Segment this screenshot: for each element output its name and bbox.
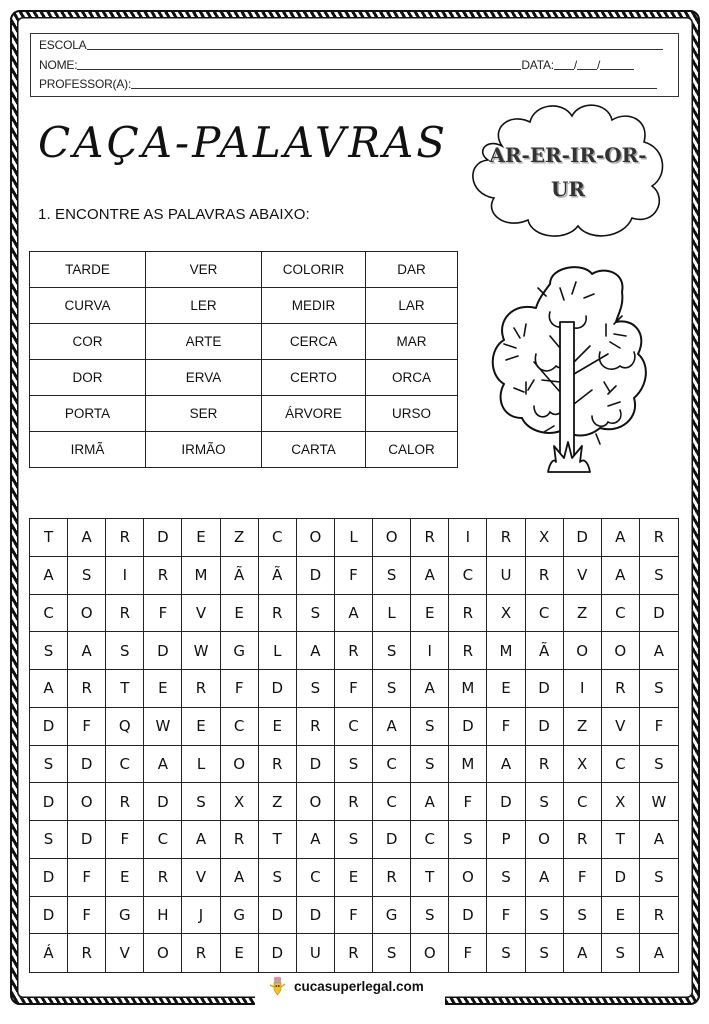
grid-cell[interactable]: W xyxy=(144,708,182,746)
grid-cell[interactable]: F xyxy=(449,934,487,972)
grid-cell[interactable]: F xyxy=(144,595,182,633)
date-separator: / xyxy=(597,58,601,72)
grid-cell[interactable]: D xyxy=(144,783,182,821)
grid-cell[interactable]: S xyxy=(335,746,373,784)
grid-cell[interactable]: F xyxy=(487,897,525,935)
grid-cell[interactable]: C xyxy=(106,746,144,784)
grid-cell[interactable]: V xyxy=(182,595,220,633)
word-list-item: COLORIR xyxy=(262,252,366,288)
word-list-item: CARTA xyxy=(262,432,366,468)
grid-cell[interactable]: M xyxy=(487,632,525,670)
name-label: NOME: xyxy=(39,58,78,72)
grid-cell[interactable]: F xyxy=(335,897,373,935)
grid-cell[interactable]: Q xyxy=(106,708,144,746)
grid-cell[interactable]: S xyxy=(297,595,335,633)
grid-cell[interactable]: R xyxy=(526,557,564,595)
grid-cell[interactable]: E xyxy=(487,670,525,708)
grid-cell[interactable]: E xyxy=(411,595,449,633)
grid-cell[interactable]: V xyxy=(602,708,640,746)
word-list-item: CURVA xyxy=(30,288,146,324)
grid-cell[interactable]: S xyxy=(449,821,487,859)
grid-cell[interactable]: R xyxy=(144,859,182,897)
grid-cell[interactable]: C xyxy=(411,821,449,859)
grid-cell[interactable]: V xyxy=(182,859,220,897)
word-list-item: SER xyxy=(146,396,262,432)
grid-cell[interactable]: S xyxy=(411,746,449,784)
grid-cell[interactable]: A xyxy=(335,595,373,633)
grid-cell[interactable]: U xyxy=(487,557,525,595)
grid-cell[interactable]: C xyxy=(602,595,640,633)
grid-cell[interactable]: O xyxy=(564,632,602,670)
grid-cell[interactable]: O xyxy=(526,821,564,859)
grid-cell[interactable]: I xyxy=(106,557,144,595)
word-list-table xyxy=(29,251,458,468)
tree-icon xyxy=(488,262,652,478)
grid-cell[interactable]: S xyxy=(335,821,373,859)
grid-cell[interactable]: A xyxy=(526,859,564,897)
grid-cell[interactable]: D xyxy=(68,821,106,859)
grid-cell[interactable]: Ã xyxy=(259,557,297,595)
grid-cell[interactable]: S xyxy=(411,708,449,746)
grid-cell[interactable]: R xyxy=(182,670,220,708)
grid-cell[interactable]: Ã xyxy=(526,632,564,670)
grid-cell[interactable]: X xyxy=(564,746,602,784)
grid-cell[interactable]: R xyxy=(449,632,487,670)
grid-cell[interactable]: S xyxy=(182,783,220,821)
footer-gap xyxy=(255,996,445,1008)
teacher-blank[interactable] xyxy=(131,77,657,89)
grid-cell[interactable]: Ã xyxy=(221,557,259,595)
site-url[interactable]: cucasuperlegal.com xyxy=(294,978,424,994)
grid-cell[interactable]: R xyxy=(68,934,106,972)
grid-cell[interactable]: S xyxy=(640,557,678,595)
grid-cell[interactable]: D xyxy=(259,934,297,972)
grid-cell[interactable]: R xyxy=(221,821,259,859)
grid-cell[interactable]: H xyxy=(144,897,182,935)
grid-cell[interactable]: A xyxy=(182,821,220,859)
grid-cell[interactable]: S xyxy=(640,746,678,784)
grid-cell[interactable]: D xyxy=(30,783,68,821)
grid-cell[interactable]: R xyxy=(526,746,564,784)
teacher-field[interactable] xyxy=(39,77,657,91)
grid-cell[interactable]: S xyxy=(526,783,564,821)
grid-cell[interactable]: G xyxy=(106,897,144,935)
grid-cell[interactable]: D xyxy=(297,897,335,935)
grid-cell[interactable]: I xyxy=(564,670,602,708)
grid-cell[interactable]: X xyxy=(602,783,640,821)
grid-cell[interactable]: A xyxy=(30,557,68,595)
grid-cell[interactable]: F xyxy=(68,708,106,746)
pencil-mascot-icon xyxy=(266,975,288,997)
grid-cell[interactable]: M xyxy=(449,746,487,784)
page-title: CAÇA-PALAVRAS xyxy=(38,118,449,167)
grid-cell[interactable]: X xyxy=(526,519,564,557)
header-form xyxy=(30,33,679,97)
date-label: DATA: xyxy=(521,58,554,72)
word-list-row xyxy=(30,324,458,360)
grid-cell[interactable]: Z xyxy=(564,595,602,633)
grid-cell[interactable]: A xyxy=(487,746,525,784)
word-list-row xyxy=(30,288,458,324)
word-list-item: CALOR xyxy=(366,432,458,468)
grid-cell[interactable]: D xyxy=(526,708,564,746)
word-list-row xyxy=(30,432,458,468)
word-list-item: URSO xyxy=(366,396,458,432)
grid-cell[interactable]: R xyxy=(106,783,144,821)
grid-cell[interactable]: D xyxy=(564,519,602,557)
grid-cell[interactable]: D xyxy=(449,897,487,935)
grid-cell[interactable]: M xyxy=(182,557,220,595)
school-label: ESCOLA xyxy=(39,38,87,52)
grid-cell[interactable]: W xyxy=(640,783,678,821)
grid-cell[interactable]: C xyxy=(526,595,564,633)
word-list-item: DOR xyxy=(30,360,146,396)
grid-cell[interactable]: G xyxy=(373,897,411,935)
grid-cell[interactable]: S xyxy=(487,859,525,897)
grid-cell[interactable]: R xyxy=(335,934,373,972)
word-list-item: LER xyxy=(146,288,262,324)
word-list-item: ÁRVORE xyxy=(262,396,366,432)
grid-cell[interactable]: X xyxy=(221,783,259,821)
grid-cell[interactable]: D xyxy=(68,746,106,784)
grid-cell[interactable]: D xyxy=(487,783,525,821)
grid-cell[interactable]: R xyxy=(449,595,487,633)
grid-cell[interactable]: R xyxy=(106,595,144,633)
grid-cell[interactable]: C xyxy=(30,595,68,633)
grid-cell[interactable]: T xyxy=(30,519,68,557)
grid-cell[interactable]: R xyxy=(564,821,602,859)
grid-cell[interactable]: R xyxy=(602,670,640,708)
grid-cell[interactable]: R xyxy=(640,897,678,935)
grid-cell[interactable]: C xyxy=(297,859,335,897)
grid-cell[interactable]: G xyxy=(221,897,259,935)
grid-cell[interactable]: R xyxy=(144,557,182,595)
word-list-item: VER xyxy=(146,252,262,288)
grid-cell[interactable]: A xyxy=(564,934,602,972)
grid-cell[interactable]: A xyxy=(602,557,640,595)
cloud-label xyxy=(462,138,674,206)
grid-cell[interactable]: A xyxy=(640,821,678,859)
grid-cell[interactable]: C xyxy=(449,557,487,595)
grid-cell[interactable]: L xyxy=(259,632,297,670)
grid-cell[interactable]: F xyxy=(335,557,373,595)
grid-cell[interactable]: R xyxy=(106,519,144,557)
grid-cell[interactable]: E xyxy=(602,897,640,935)
grid-cell[interactable]: F xyxy=(335,670,373,708)
grid-cell[interactable]: D xyxy=(144,519,182,557)
word-list-item: ERVA xyxy=(146,360,262,396)
grid-cell[interactable]: A xyxy=(640,632,678,670)
grid-cell[interactable]: D xyxy=(297,557,335,595)
grid-cell[interactable]: E xyxy=(106,859,144,897)
grid-cell[interactable]: D xyxy=(449,708,487,746)
grid-cell[interactable]: R xyxy=(297,708,335,746)
grid-cell[interactable]: S xyxy=(373,934,411,972)
grid-cell[interactable]: A xyxy=(297,632,335,670)
grid-cell[interactable]: A xyxy=(411,557,449,595)
grid-cell[interactable]: D xyxy=(602,859,640,897)
grid-cell[interactable]: O xyxy=(68,595,106,633)
grid-cell[interactable]: D xyxy=(640,595,678,633)
grid-cell[interactable]: F xyxy=(487,708,525,746)
date-month-blank[interactable] xyxy=(577,58,597,70)
grid-cell[interactable]: S xyxy=(640,670,678,708)
grid-cell[interactable]: S xyxy=(30,821,68,859)
grid-cell[interactable]: O xyxy=(449,859,487,897)
grid-cell[interactable]: E xyxy=(335,859,373,897)
grid-cell[interactable]: D xyxy=(30,708,68,746)
grid-cell[interactable]: T xyxy=(106,670,144,708)
grid-cell[interactable]: S xyxy=(526,897,564,935)
grid-cell[interactable]: F xyxy=(106,821,144,859)
grid-cell[interactable]: D xyxy=(30,859,68,897)
grid-cell[interactable]: J xyxy=(182,897,220,935)
grid-cell[interactable]: R xyxy=(259,595,297,633)
school-blank[interactable] xyxy=(87,38,663,50)
name-blank[interactable] xyxy=(77,58,521,70)
grid-cell[interactable]: S xyxy=(30,746,68,784)
grid-cell[interactable]: F xyxy=(68,859,106,897)
word-list-item: ORCA xyxy=(366,360,458,396)
grid-cell[interactable]: C xyxy=(144,821,182,859)
grid-cell[interactable]: S xyxy=(373,670,411,708)
grid-cell[interactable]: D xyxy=(144,632,182,670)
grid-cell[interactable]: O xyxy=(221,746,259,784)
grid-cell[interactable]: C xyxy=(221,708,259,746)
grid-cell[interactable]: Á xyxy=(30,934,68,972)
word-list-item: TARDE xyxy=(30,252,146,288)
grid-cell[interactable]: F xyxy=(640,708,678,746)
grid-cell[interactable]: O xyxy=(602,632,640,670)
grid-cell[interactable]: R xyxy=(373,859,411,897)
school-field[interactable] xyxy=(39,38,663,52)
grid-cell[interactable]: P xyxy=(487,821,525,859)
grid-cell[interactable]: U xyxy=(297,934,335,972)
word-list-item: IRMÃ xyxy=(30,432,146,468)
word-list-item: MAR xyxy=(366,324,458,360)
grid-cell[interactable]: S xyxy=(297,670,335,708)
word-search-grid xyxy=(29,518,679,973)
grid-cell[interactable]: A xyxy=(297,821,335,859)
grid-cell[interactable]: X xyxy=(487,595,525,633)
grid-cell[interactable]: Z xyxy=(259,783,297,821)
grid-cell[interactable]: C xyxy=(373,746,411,784)
grid-cell[interactable]: A xyxy=(411,783,449,821)
grid-cell[interactable]: S xyxy=(640,859,678,897)
grid-cell[interactable]: A xyxy=(221,859,259,897)
grid-cell[interactable]: D xyxy=(373,821,411,859)
word-list-row xyxy=(30,396,458,432)
grid-cell[interactable]: R xyxy=(335,783,373,821)
grid-cell[interactable]: R xyxy=(487,519,525,557)
grid-cell[interactable]: S xyxy=(373,632,411,670)
cloud-line-2: UR xyxy=(550,177,586,201)
grid-cell[interactable]: R xyxy=(411,519,449,557)
grid-cell[interactable]: R xyxy=(68,670,106,708)
grid-cell[interactable]: R xyxy=(640,519,678,557)
grid-cell[interactable]: A xyxy=(68,519,106,557)
grid-cell[interactable]: S xyxy=(564,897,602,935)
word-list-item: COR xyxy=(30,324,146,360)
grid-cell[interactable]: S xyxy=(30,632,68,670)
grid-cell[interactable]: E xyxy=(182,708,220,746)
grid-cell[interactable]: O xyxy=(411,934,449,972)
date-separator: / xyxy=(573,58,578,72)
grid-cell[interactable]: T xyxy=(259,821,297,859)
grid-cell[interactable]: A xyxy=(30,670,68,708)
grid-cell[interactable]: D xyxy=(30,897,68,935)
grid-cell[interactable]: F xyxy=(449,783,487,821)
grid-cell[interactable]: S xyxy=(259,859,297,897)
grid-cell[interactable]: I xyxy=(411,632,449,670)
grid-cell[interactable]: V xyxy=(106,934,144,972)
grid-cell[interactable]: D xyxy=(526,670,564,708)
grid-cell[interactable]: S xyxy=(526,934,564,972)
grid-cell[interactable]: L xyxy=(335,519,373,557)
grid-cell[interactable]: A xyxy=(602,519,640,557)
grid-cell[interactable]: A xyxy=(411,670,449,708)
grid-cell[interactable]: C xyxy=(602,746,640,784)
grid-cell[interactable]: E xyxy=(221,595,259,633)
grid-cell[interactable]: A xyxy=(373,708,411,746)
grid-cell[interactable]: E xyxy=(259,708,297,746)
word-list-item: PORTA xyxy=(30,396,146,432)
grid-cell[interactable]: D xyxy=(297,746,335,784)
date-year-blank[interactable] xyxy=(600,58,634,70)
grid-cell[interactable]: R xyxy=(182,934,220,972)
word-list-row xyxy=(30,252,458,288)
grid-cell[interactable]: D xyxy=(259,670,297,708)
word-list-item: IRMÃO xyxy=(146,432,262,468)
teacher-label: PROFESSOR(A): xyxy=(39,77,132,91)
word-list-item: ARTE xyxy=(146,324,262,360)
grid-cell[interactable]: M xyxy=(449,670,487,708)
date-day-blank[interactable] xyxy=(554,58,574,70)
grid-cell[interactable]: V xyxy=(564,557,602,595)
grid-cell[interactable]: E xyxy=(182,519,220,557)
grid-cell[interactable]: C xyxy=(564,783,602,821)
word-list-item: MEDIR xyxy=(262,288,366,324)
grid-cell[interactable]: S xyxy=(106,632,144,670)
grid-cell[interactable]: R xyxy=(335,632,373,670)
instruction-text: 1. ENCONTRE AS PALAVRAS ABAIXO: xyxy=(38,206,310,223)
grid-cell[interactable]: F xyxy=(68,897,106,935)
grid-cell[interactable]: C xyxy=(335,708,373,746)
grid-cell[interactable]: S xyxy=(602,934,640,972)
word-list-item: DAR xyxy=(366,252,458,288)
grid-cell[interactable]: O xyxy=(297,519,335,557)
grid-cell[interactable]: G xyxy=(221,632,259,670)
grid-cell[interactable]: S xyxy=(68,557,106,595)
grid-cell[interactable]: O xyxy=(373,519,411,557)
grid-cell[interactable]: T xyxy=(411,859,449,897)
grid-cell[interactable]: Z xyxy=(564,708,602,746)
word-list-item: LAR xyxy=(366,288,458,324)
grid-cell[interactable]: A xyxy=(653,944,665,963)
name-field[interactable] xyxy=(39,58,634,72)
grid-cell[interactable]: I xyxy=(449,519,487,557)
grid-cell[interactable]: E xyxy=(144,670,182,708)
grid-cell[interactable]: S xyxy=(373,557,411,595)
grid-cell[interactable]: F xyxy=(221,670,259,708)
cloud-line-1: AR-ER-IR-OR- xyxy=(489,143,647,167)
grid-cell[interactable]: W xyxy=(182,632,220,670)
grid-cell[interactable]: D xyxy=(259,897,297,935)
grid-cell[interactable]: S xyxy=(411,897,449,935)
grid-cell[interactable]: E xyxy=(221,934,259,972)
grid-cell[interactable]: S xyxy=(487,934,525,972)
grid-cell[interactable]: A xyxy=(68,632,106,670)
word-list-item: CERTO xyxy=(262,360,366,396)
grid-cell[interactable]: L xyxy=(182,746,220,784)
grid-cell[interactable]: R xyxy=(259,746,297,784)
grid-cell[interactable]: Z xyxy=(221,519,259,557)
grid-cell[interactable]: O xyxy=(144,934,182,972)
grid-cell[interactable]: O xyxy=(68,783,106,821)
grid-cell[interactable]: C xyxy=(373,783,411,821)
grid-cell[interactable]: O xyxy=(297,783,335,821)
word-list-row xyxy=(30,360,458,396)
grid-cell[interactable]: A xyxy=(144,746,182,784)
word-list-item: CERCA xyxy=(262,324,366,360)
grid-cell[interactable]: T xyxy=(602,821,640,859)
grid-cell[interactable]: C xyxy=(259,519,297,557)
footer xyxy=(262,975,428,997)
grid-cell[interactable]: F xyxy=(564,859,602,897)
grid-cell[interactable]: L xyxy=(373,595,411,633)
